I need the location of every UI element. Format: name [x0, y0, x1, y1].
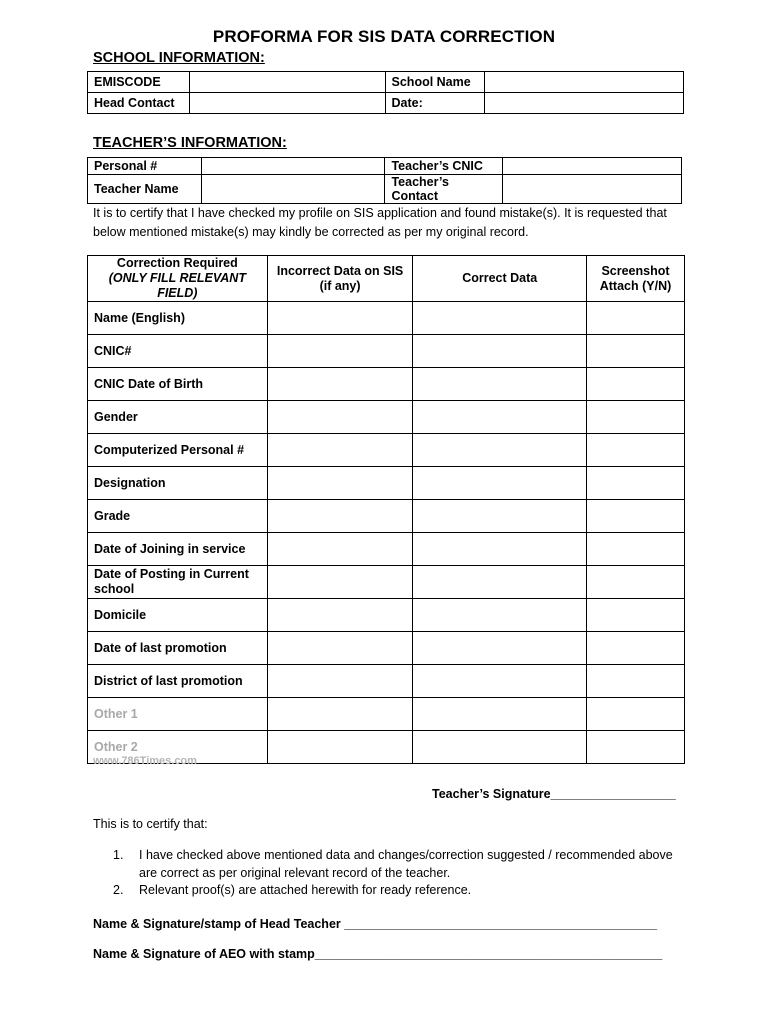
table-row [88, 632, 685, 665]
date-label: Date: [385, 93, 485, 114]
incorrect-data-cell[interactable] [267, 632, 413, 665]
correct-data-cell[interactable] [413, 566, 587, 599]
table-row [88, 665, 685, 698]
correction-field-label: Date of Posting in Current school [88, 566, 268, 599]
header-correct-data: Correct Data [413, 256, 587, 302]
certify-list [113, 847, 673, 900]
head-teacher-signature-line[interactable]: Name & Signature/stamp of Head Teacher _____________________________________________ [93, 917, 658, 931]
correction-field-label: Domicile [88, 599, 268, 632]
teacher-name-field[interactable] [201, 175, 385, 204]
correction-field-label: District of last promotion [88, 665, 268, 698]
header-screenshot-title: Screenshot [601, 263, 670, 278]
table-row [88, 467, 685, 500]
header-incorrect-data-title: Incorrect Data on SIS [276, 263, 404, 278]
list-item [113, 847, 673, 882]
screenshot-cell[interactable] [587, 566, 685, 599]
screenshot-cell[interactable] [587, 401, 685, 434]
table-row [88, 401, 685, 434]
emiscode-field[interactable] [189, 72, 385, 93]
school-info-table [87, 71, 684, 114]
personal-number-field[interactable] [201, 158, 385, 175]
teacher-info-table [87, 157, 682, 204]
incorrect-data-cell[interactable] [267, 302, 413, 335]
table-row [88, 158, 682, 175]
certify-paragraph: It is to certify that I have checked my profile on SIS application and found mistake(s). It is requested that below mentioned mistake(s) may kindly be corrected as per my original record. [93, 206, 667, 239]
teacher-contact-field[interactable] [503, 175, 682, 204]
screenshot-cell[interactable] [587, 434, 685, 467]
incorrect-data-cell[interactable] [267, 566, 413, 599]
table-row [88, 302, 685, 335]
correct-data-cell[interactable] [413, 467, 587, 500]
correction-table-header [88, 256, 685, 302]
table-row [88, 698, 685, 731]
watermark-text: www.786Times.com [93, 755, 197, 767]
list-item [113, 882, 673, 900]
correct-data-cell[interactable] [413, 500, 587, 533]
table-row [88, 335, 685, 368]
correction-field-label: Date of Joining in service [88, 533, 268, 566]
list-item-text: Relevant proof(s) are attached herewith for ready reference. [139, 883, 472, 897]
correction-field-label: Computerized Personal # [88, 434, 268, 467]
table-row [88, 566, 685, 599]
incorrect-data-cell[interactable] [267, 335, 413, 368]
teacher-cnic-field[interactable] [503, 158, 682, 175]
correction-table [87, 255, 685, 764]
correction-field-label: Grade [88, 500, 268, 533]
correct-data-cell[interactable] [413, 302, 587, 335]
correction-field-label: Other 2 [88, 731, 268, 764]
header-incorrect-data [267, 256, 413, 302]
correction-table-body [88, 302, 685, 764]
screenshot-cell[interactable] [587, 599, 685, 632]
incorrect-data-cell[interactable] [267, 731, 413, 764]
correct-data-cell[interactable] [413, 665, 587, 698]
correct-data-cell[interactable] [413, 632, 587, 665]
incorrect-data-cell[interactable] [267, 434, 413, 467]
header-correction-required [88, 256, 268, 302]
incorrect-data-cell[interactable] [267, 500, 413, 533]
screenshot-cell[interactable] [587, 731, 685, 764]
header-screenshot [587, 256, 685, 302]
correction-field-label: Gender [88, 401, 268, 434]
personal-number-label: Personal # [88, 158, 202, 175]
teacher-info-heading: TEACHER’S INFORMATION: [93, 135, 287, 151]
incorrect-data-cell[interactable] [267, 665, 413, 698]
incorrect-data-cell[interactable] [267, 533, 413, 566]
school-info-heading: SCHOOL INFORMATION: [93, 50, 265, 66]
teacher-cnic-label: Teacher’s CNIC [385, 158, 503, 175]
correction-field-label: CNIC# [88, 335, 268, 368]
screenshot-cell[interactable] [587, 368, 685, 401]
correct-data-cell[interactable] [413, 434, 587, 467]
list-item-text: I have checked above mentioned data and changes/correction suggested / recommended above are correct as per original relevant record of the teacher. [139, 848, 673, 880]
teacher-contact-label: Teacher’s Contact [385, 175, 503, 204]
head-contact-field[interactable] [189, 93, 385, 114]
screenshot-cell[interactable] [587, 665, 685, 698]
page-title: PROFORMA FOR SIS DATA CORRECTION [212, 27, 556, 46]
correction-field-label: Name (English) [88, 302, 268, 335]
incorrect-data-cell[interactable] [267, 698, 413, 731]
table-row [88, 368, 685, 401]
correct-data-cell[interactable] [413, 335, 587, 368]
certify-that-text: This is to certify that: [93, 817, 208, 831]
school-name-field[interactable] [485, 72, 684, 93]
screenshot-cell[interactable] [587, 533, 685, 566]
correct-data-cell[interactable] [413, 698, 587, 731]
correct-data-cell[interactable] [413, 401, 587, 434]
header-screenshot-note: Attach (Y/N) [599, 278, 672, 293]
header-correction-required-title: Correction Required [116, 256, 238, 270]
school-name-label: School Name [385, 72, 485, 93]
correct-data-cell[interactable] [413, 731, 587, 764]
teacher-name-label: Teacher Name [88, 175, 202, 204]
table-row [88, 175, 682, 204]
screenshot-cell[interactable] [587, 500, 685, 533]
aeo-signature-line[interactable]: Name & Signature of AEO with stamp__________________________________________________ [93, 947, 663, 961]
correction-field-label: CNIC Date of Birth [88, 368, 268, 401]
emiscode-label: EMISCODE [88, 72, 190, 93]
date-field[interactable] [485, 93, 684, 114]
incorrect-data-cell[interactable] [267, 401, 413, 434]
table-row [88, 434, 685, 467]
correct-data-cell[interactable] [413, 368, 587, 401]
table-row [88, 599, 685, 632]
screenshot-cell[interactable] [587, 302, 685, 335]
list-item-number: 2. [113, 883, 124, 897]
header-incorrect-data-note: (if any) [319, 278, 361, 293]
head-contact-label: Head Contact [88, 93, 190, 114]
incorrect-data-cell[interactable] [267, 368, 413, 401]
screenshot-cell[interactable] [587, 467, 685, 500]
screenshot-cell[interactable] [587, 698, 685, 731]
teacher-signature-line[interactable]: Teacher’s Signature__________________ [432, 787, 676, 801]
table-row [88, 533, 685, 566]
table-row [88, 500, 685, 533]
header-correction-required-note: (ONLY FILL RELEVANT FIELD) [108, 271, 246, 300]
table-row [88, 93, 684, 114]
screenshot-cell[interactable] [587, 632, 685, 665]
correction-field-label: Date of last promotion [88, 632, 268, 665]
screenshot-cell[interactable] [587, 335, 685, 368]
incorrect-data-cell[interactable] [267, 599, 413, 632]
correct-data-cell[interactable] [413, 533, 587, 566]
list-item-number: 1. [113, 848, 124, 862]
correction-field-label: Other 1 [88, 698, 268, 731]
correction-field-label: Designation [88, 467, 268, 500]
correct-data-cell[interactable] [413, 599, 587, 632]
incorrect-data-cell[interactable] [267, 467, 413, 500]
table-row [88, 72, 684, 93]
